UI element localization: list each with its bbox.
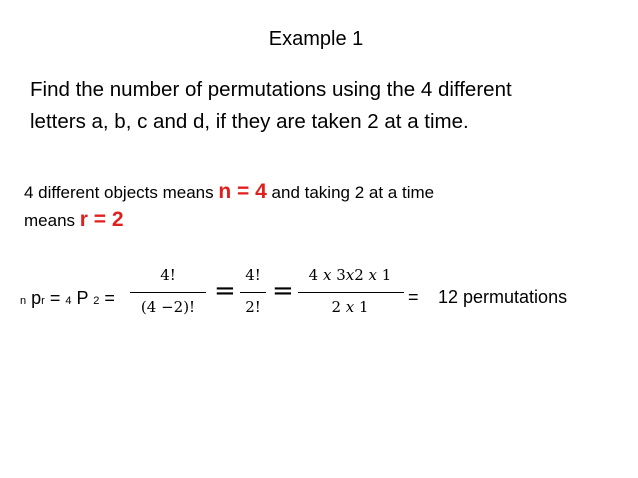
fraction-1-denominator: (4 −2)! <box>140 298 196 316</box>
explanation-line-2 <box>24 208 124 232</box>
equals-sign: = <box>408 287 419 307</box>
numeral: 2 <box>331 298 346 316</box>
numeral: 4 <box>308 266 323 284</box>
capital-p-symbol: P <box>76 288 89 308</box>
numeral: 3 <box>331 266 346 284</box>
explanation-text: means <box>24 211 80 230</box>
fraction-2-denominator: 2! <box>245 298 261 316</box>
problem-line-2: letters a, b, c and d, if they are taken 2 at a time. <box>30 110 469 133</box>
equals-sign: = <box>104 288 115 308</box>
equals-sign-large: = <box>214 276 236 306</box>
fraction-3-denominator <box>296 298 404 316</box>
fraction-2-bar <box>240 292 266 293</box>
slide-title: Example 1 <box>268 28 364 50</box>
n-value-highlight: n = 4 <box>218 180 267 203</box>
fraction-3-bar <box>298 292 404 293</box>
fraction-1-numerator: 4! <box>160 266 176 284</box>
permutation-notation <box>20 288 115 309</box>
numeral: 1 <box>354 298 369 316</box>
problem-statement <box>30 74 512 138</box>
r-subscript: r <box>41 295 45 307</box>
times-variable: x <box>345 266 355 284</box>
times-variable: x <box>322 266 332 284</box>
times-variable: x <box>368 266 378 284</box>
result-text: 12 permutations <box>438 287 568 307</box>
two-subscript: 2 <box>93 295 100 307</box>
explanation-line-1 <box>24 180 434 204</box>
explanation-text: 4 different objects means <box>24 183 219 202</box>
equals-sign: = <box>49 288 61 308</box>
problem-line-1: Find the number of permutations using the 4 different <box>30 78 512 101</box>
times-variable: x <box>345 298 355 316</box>
four-subscript: 4 <box>65 295 72 307</box>
fraction-1-bar <box>130 292 206 293</box>
numeral: 1 <box>377 266 392 284</box>
fraction-3-numerator <box>296 266 404 284</box>
p-symbol: p <box>31 288 42 308</box>
explanation-text: and taking 2 at a time <box>266 183 435 202</box>
equals-sign-large: = <box>272 276 294 306</box>
fraction-2-numerator: 4! <box>245 266 261 284</box>
r-value-highlight: r = 2 <box>79 208 124 231</box>
n-subscript: n <box>20 295 27 307</box>
numeral: 2 <box>354 266 369 284</box>
